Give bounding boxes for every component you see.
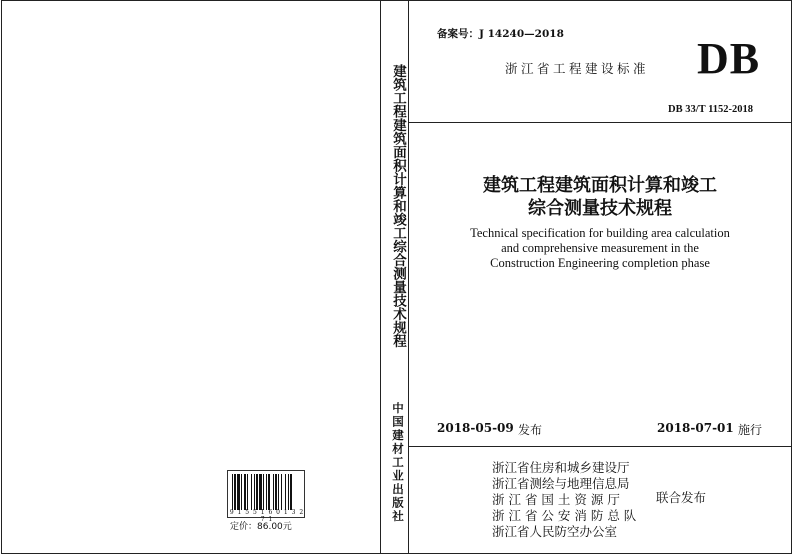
issue-label: 发布 [518,423,543,437]
title-en-line-1: Technical specification for building area calculation [470,226,730,240]
spine-title: 建筑工程建筑面积计算和竣工综合测量技术规程 [390,64,406,348]
issuer-item: 浙江省测绘与地理信息局 [492,476,630,491]
implement-date: 2018-07-01 [657,421,734,435]
price-label: 定价：86.00元 [230,522,292,532]
title-en-line-3: Construction Engineering completion phase [490,256,710,270]
issuer-item: 浙 江 省 国 土 资 源 厅 [492,492,620,507]
standard-code: DB 33/T 1152-2018 [668,104,753,115]
issuer-item: 浙江省人民防空办公室 [492,524,618,539]
issue-date: 2018-05-09 [437,421,514,435]
joint-issue-label: 联合发布 [656,490,707,505]
issuer-item: 浙江省住房和城乡建设厅 [492,460,630,475]
spine-publisher: 中国建材工业出版社 [391,402,405,524]
back-cover [1,0,381,554]
issuer-item: 浙 江 省 公 安 消 防 总 队 [492,508,637,523]
title-cn-line-1: 建筑工程建筑面积计算和竣工 [483,175,717,196]
db-mark: DB [697,34,761,83]
title-en-line-2: and comprehensive measurement in the [501,241,699,255]
implement-label: 施行 [738,423,763,437]
barcode-icon [232,474,300,510]
divider-bottom [409,446,791,447]
divider-top [409,122,791,123]
title-cn-line-2: 综合测量技术规程 [528,198,672,219]
record-number: 备案号：J 14240—2018 [437,28,564,40]
standard-org: 浙江省工程建设标准 [505,61,650,76]
barcode-digits: 9 1 5 5 1 6 0 1 3 2 7 1 [229,509,305,523]
